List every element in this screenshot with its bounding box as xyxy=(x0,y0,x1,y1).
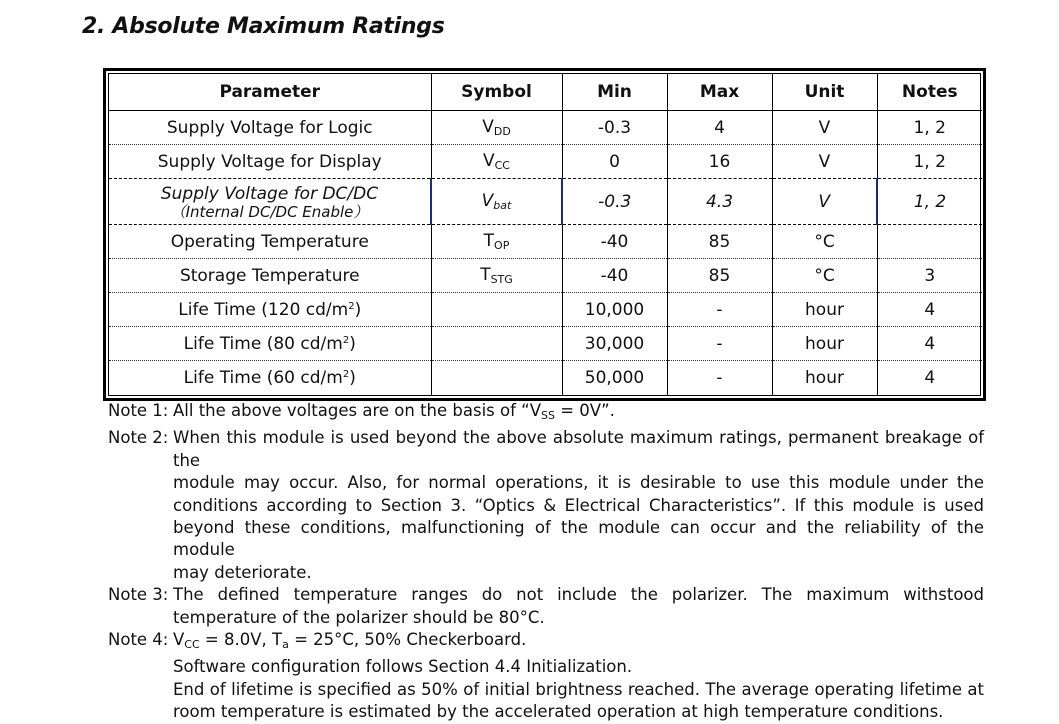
note-label: Note 1: xyxy=(108,401,169,420)
cell-unit: V xyxy=(772,179,877,225)
table-row xyxy=(109,225,982,259)
cell-unit: V xyxy=(772,145,877,179)
header-min: Min xyxy=(562,74,667,111)
cell-notes: 1, 2 xyxy=(877,111,982,145)
cell-max: 4.3 xyxy=(667,179,772,225)
note-label: Note 4: xyxy=(108,630,169,650)
cell-unit: hour xyxy=(772,327,877,361)
note-text: When this module is used beyond the above absolute maximum ratings, permanent breakage of the module may occur. Also, for normal operations, it is desirable to use this module under the conditions according to Section 3. “Optics & Electrical Characteristics”. If this module is used beyond these conditions, malfunctioning of the module can occur and the reliability of the module may deteriorate. xyxy=(173,428,984,582)
table-row xyxy=(109,293,982,327)
header-max: Max xyxy=(667,74,772,111)
cell-parameter: Supply Voltage for Logic xyxy=(166,117,373,138)
cell-notes: 3 xyxy=(877,259,982,293)
note-3 xyxy=(108,584,984,629)
cell-notes: 4 xyxy=(877,327,982,361)
cell-parameter: Operating Temperature xyxy=(109,225,431,259)
note-2 xyxy=(108,427,984,584)
cell-unit: hour xyxy=(772,293,877,327)
note-text: The defined temperature ranges do not include the polarizer. The maximum withstood temperature of the polarizer should be 80°C. xyxy=(173,585,984,627)
cell-unit: °C xyxy=(772,259,877,293)
cell-parameter: Supply Voltage for DC/DC （Internal DC/DC Enable） xyxy=(109,179,431,225)
header-notes: Notes xyxy=(877,74,982,111)
cell-min: 10,000 xyxy=(562,293,667,327)
cell-min: 0 xyxy=(562,145,667,179)
cell-max: 85 xyxy=(667,259,772,293)
cell-symbol: $V_{bat}$ xyxy=(431,179,562,225)
table-row xyxy=(109,327,982,361)
cell-parameter: Life Time (60 $cd/m^2$) xyxy=(109,361,431,395)
cell-max: - xyxy=(667,327,772,361)
cell-unit: V xyxy=(772,111,877,145)
cell-min: -0.3 xyxy=(562,111,667,145)
cell-symbol xyxy=(431,293,562,327)
cell-symbol: $T_{STG}$ xyxy=(431,259,562,293)
cell-unit: hour xyxy=(772,361,877,395)
header-symbol: Symbol xyxy=(431,74,562,111)
note-1 xyxy=(108,400,984,427)
ratings-table xyxy=(103,68,986,401)
cell-notes: 1, 2 xyxy=(877,145,982,179)
header-parameter: Parameter xyxy=(109,74,431,111)
section-title: 2. Absolute Maximum Ratings xyxy=(82,14,445,39)
cell-notes: 4 xyxy=(877,293,982,327)
cell-symbol xyxy=(431,361,562,395)
cell-max: - xyxy=(667,361,772,395)
table-header-row xyxy=(109,74,982,111)
cell-parameter: Life Time (120 $cd/m^2$) xyxy=(109,293,431,327)
header-unit: Unit xyxy=(772,74,877,111)
table-row xyxy=(109,145,982,179)
cell-symbol: $V_{CC}$ xyxy=(431,145,562,179)
table-row xyxy=(109,361,982,395)
cell-notes: 1, 2 xyxy=(877,179,982,225)
cell-min: -0.3 xyxy=(562,179,667,225)
cell-symbol: $V_{DD}$ xyxy=(431,111,562,145)
note-label: Note 3: xyxy=(108,585,169,605)
note-label: Note 2: xyxy=(108,428,169,448)
cell-max: 16 xyxy=(667,145,772,179)
cell-max: 85 xyxy=(667,225,772,259)
cell-notes xyxy=(877,225,982,259)
note-4 xyxy=(108,629,984,724)
cell-min: -40 xyxy=(562,259,667,293)
note-text: $V_{CC} = 8.0V$, $T_a = 25^\circ C$, 50% Checkerboard. Software configuration follows Section 4.4 Initialization. End of lifetime is specified as 50% of initial brightness reached. The average operating lifetime at room temperature is estimated by the accelerated operation at high temperature conditions. xyxy=(173,630,984,722)
cell-min: 30,000 xyxy=(562,327,667,361)
cell-parameter: Storage Temperature xyxy=(109,259,431,293)
cell-parameter: Supply Voltage for Display xyxy=(109,145,431,179)
cell-max: 4 xyxy=(667,111,772,145)
cell-parameter: Life Time (80 $cd/m^2$) xyxy=(109,327,431,361)
cell-symbol xyxy=(431,327,562,361)
cell-min: 50,000 xyxy=(562,361,667,395)
cell-min: -40 xyxy=(562,225,667,259)
note-text: All the above voltages are on the basis of “$V_{SS} = 0V$”. xyxy=(173,401,615,422)
table-row xyxy=(109,111,982,145)
notes-section xyxy=(108,400,984,724)
table-row xyxy=(109,259,982,293)
cell-unit: °C xyxy=(772,225,877,259)
cell-notes: 4 xyxy=(877,361,982,395)
cell-max: - xyxy=(667,293,772,327)
cell-symbol: $T_{OP}$ xyxy=(431,225,562,259)
table-row xyxy=(109,179,982,225)
